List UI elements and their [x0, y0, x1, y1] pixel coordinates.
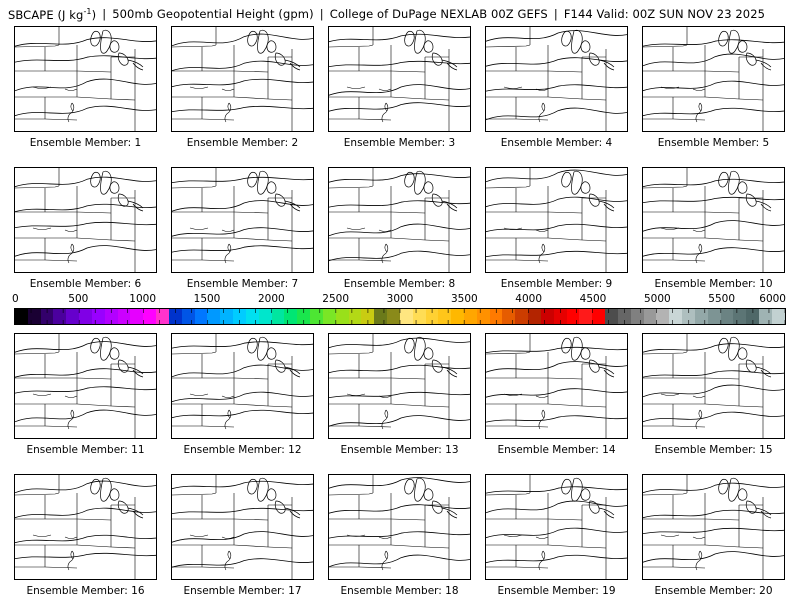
ensemble-panel[interactable] [485, 26, 628, 149]
colorbar-swatch [387, 309, 400, 324]
ensemble-panel-label: Ensemble Member: 5 [657, 137, 770, 149]
colorbar-swatch [349, 309, 362, 324]
header-separator-1: | [102, 7, 107, 21]
colorbar-swatch [92, 309, 105, 324]
colorbar-swatch [130, 309, 143, 324]
colorbar-swatch [759, 309, 772, 324]
ensemble-panel-label: Ensemble Member: 12 [183, 444, 302, 456]
ensemble-map[interactable] [642, 474, 785, 580]
colorbar-tick-labels [14, 293, 786, 307]
colorbar-swatch [53, 309, 66, 324]
colorbar-swatch [41, 309, 54, 324]
ensemble-panel-label: Ensemble Member: 4 [500, 137, 613, 149]
colorbar [14, 293, 786, 331]
colorbar-swatch [233, 309, 246, 324]
ensemble-map[interactable] [14, 26, 157, 132]
colorbar-swatch [682, 309, 695, 324]
colorbar-tick-label: 2500 [322, 293, 350, 305]
ensemble-map[interactable] [14, 474, 157, 580]
ensemble-panel[interactable] [642, 167, 785, 290]
ensemble-map[interactable] [171, 333, 314, 439]
colorbar-swatch [400, 309, 413, 324]
ensemble-panel[interactable] [14, 474, 157, 597]
colorbar-swatch [669, 309, 682, 324]
colorbar-swatch [477, 309, 490, 324]
ensemble-panel-label: Ensemble Member: 3 [343, 137, 456, 149]
ensemble-panel-label: Ensemble Member: 20 [654, 585, 773, 597]
ensemble-map[interactable] [485, 474, 628, 580]
colorbar-swatch [169, 309, 182, 324]
colorbar-swatch [118, 309, 131, 324]
colorbar-swatch [182, 309, 195, 324]
panel-row-4 [0, 474, 800, 597]
colorbar-swatch [567, 309, 580, 324]
colorbar-swatch [220, 309, 233, 324]
header-forecast-valid: F144 Valid: 00Z SUN NOV 23 2025 [563, 7, 766, 21]
header-source: College of DuPage NEXLAB 00Z GEFS [329, 7, 548, 21]
ensemble-map[interactable] [328, 26, 471, 132]
colorbar-swatch [272, 309, 285, 324]
ensemble-panel[interactable] [328, 167, 471, 290]
colorbar-swatch [297, 309, 310, 324]
panel-row-3 [0, 333, 800, 456]
colorbar-swatch [618, 309, 631, 324]
ensemble-panel-label: Ensemble Member: 19 [497, 585, 616, 597]
colorbar-swatch [541, 309, 554, 324]
ensemble-panel-label: Ensemble Member: 8 [343, 278, 456, 290]
ensemble-panel-label: Ensemble Member: 10 [654, 278, 773, 290]
colorbar-swatch [195, 309, 208, 324]
colorbar-tick-label: 2000 [257, 293, 285, 305]
colorbar-swatch [374, 309, 387, 324]
colorbar-swatch [451, 309, 464, 324]
ensemble-panel-label: Ensemble Member: 1 [29, 137, 142, 149]
colorbar-tick-label: 4000 [515, 293, 543, 305]
ensemble-map[interactable] [14, 333, 157, 439]
colorbar-tick-label: 3000 [386, 293, 414, 305]
colorbar-swatch [490, 309, 503, 324]
ensemble-map[interactable] [171, 26, 314, 132]
header-units-exponent: -1 [83, 6, 92, 16]
colorbar-swatch [772, 309, 785, 324]
ensemble-panel[interactable] [328, 474, 471, 597]
colorbar-swatch [708, 309, 721, 324]
ensemble-panel[interactable] [642, 333, 785, 456]
colorbar-swatch [502, 309, 515, 324]
ensemble-map[interactable] [14, 167, 157, 273]
ensemble-panel-label: Ensemble Member: 7 [186, 278, 299, 290]
panel-row-1 [0, 26, 800, 149]
ensemble-panel-label: Ensemble Member: 18 [340, 585, 459, 597]
colorbar-gradient [14, 308, 786, 325]
ensemble-panel[interactable] [14, 167, 157, 290]
colorbar-tick-label: 5000 [643, 293, 671, 305]
colorbar-swatch [733, 309, 746, 324]
ensemble-map[interactable] [485, 26, 628, 132]
colorbar-swatch [310, 309, 323, 324]
ensemble-panel-label: Ensemble Member: 6 [29, 278, 142, 290]
ensemble-panel[interactable] [328, 333, 471, 456]
ensemble-panel-label: Ensemble Member: 16 [26, 585, 145, 597]
colorbar-swatch [156, 309, 169, 324]
colorbar-tick-label: 1500 [193, 293, 221, 305]
header-separator-2: | [319, 7, 324, 21]
colorbar-swatch [143, 309, 156, 324]
ensemble-panel-label: Ensemble Member: 9 [500, 278, 613, 290]
colorbar-swatch [15, 309, 28, 324]
ensemble-panel[interactable] [171, 333, 314, 456]
colorbar-swatch [695, 309, 708, 324]
colorbar-swatch [746, 309, 759, 324]
ensemble-map[interactable] [642, 26, 785, 132]
colorbar-tick-label: 6000 [759, 293, 786, 305]
colorbar-tick-label: 500 [68, 293, 89, 305]
header-field: SBCAPE (J $kg^{-1}$) [8, 6, 97, 22]
ensemble-panel[interactable] [171, 474, 314, 597]
colorbar-swatch [426, 309, 439, 324]
colorbar-swatch [284, 309, 297, 324]
colorbar-swatch [721, 309, 734, 324]
ensemble-panel[interactable] [14, 26, 157, 149]
panel-row-2 [0, 167, 800, 290]
colorbar-swatch [336, 309, 349, 324]
colorbar-swatch [579, 309, 592, 324]
ensemble-panel-label: Ensemble Member: 14 [497, 444, 616, 456]
ensemble-map[interactable] [485, 333, 628, 439]
colorbar-swatch [605, 309, 618, 324]
colorbar-tick-label: 3500 [450, 293, 478, 305]
ensemble-map[interactable] [642, 333, 785, 439]
ensemble-map[interactable] [642, 167, 785, 273]
ensemble-panel-label: Ensemble Member: 2 [186, 137, 299, 149]
ensemble-panel[interactable] [328, 26, 471, 149]
colorbar-swatch [515, 309, 528, 324]
colorbar-swatch [79, 309, 92, 324]
ensemble-panel[interactable] [14, 333, 157, 456]
colorbar-swatch [464, 309, 477, 324]
ensemble-panel-label: Ensemble Member: 11 [26, 444, 145, 456]
colorbar-swatch [28, 309, 41, 324]
colorbar-swatch [592, 309, 605, 324]
colorbar-swatch [105, 309, 118, 324]
ensemble-panel-label: Ensemble Member: 15 [654, 444, 773, 456]
ensemble-panel[interactable] [642, 26, 785, 149]
colorbar-swatch [554, 309, 567, 324]
ensemble-map[interactable] [171, 167, 314, 273]
ensemble-panel[interactable] [485, 167, 628, 290]
ensemble-map[interactable] [328, 167, 471, 273]
colorbar-swatch [323, 309, 336, 324]
colorbar-swatch [259, 309, 272, 324]
colorbar-tick-label: 0 [12, 293, 19, 305]
colorbar-swatch [656, 309, 669, 324]
colorbar-tick-label: 5500 [708, 293, 736, 305]
colorbar-tick-label: 4500 [579, 293, 607, 305]
colorbar-swatch [361, 309, 374, 324]
ensemble-map[interactable] [328, 333, 471, 439]
ensemble-panel-label: Ensemble Member: 13 [340, 444, 459, 456]
header-level: 500mb Geopotential Height (gpm) [112, 7, 314, 21]
ensemble-panel[interactable] [642, 474, 785, 597]
page-title [8, 6, 792, 22]
colorbar-swatch [413, 309, 426, 324]
ensemble-panel[interactable] [171, 167, 314, 290]
ensemble-panel[interactable] [171, 26, 314, 149]
ensemble-map[interactable] [485, 167, 628, 273]
colorbar-swatch [207, 309, 220, 324]
ensemble-panel[interactable] [485, 333, 628, 456]
colorbar-swatch [644, 309, 657, 324]
ensemble-map[interactable] [171, 474, 314, 580]
header-separator-3: | [553, 7, 558, 21]
colorbar-swatch [631, 309, 644, 324]
ensemble-panel-label: Ensemble Member: 17 [183, 585, 302, 597]
colorbar-swatch [246, 309, 259, 324]
colorbar-tick-label: 1000 [129, 293, 157, 305]
colorbar-swatch [66, 309, 79, 324]
ensemble-panel[interactable] [485, 474, 628, 597]
colorbar-swatch [438, 309, 451, 324]
colorbar-swatch [528, 309, 541, 324]
ensemble-map[interactable] [328, 474, 471, 580]
